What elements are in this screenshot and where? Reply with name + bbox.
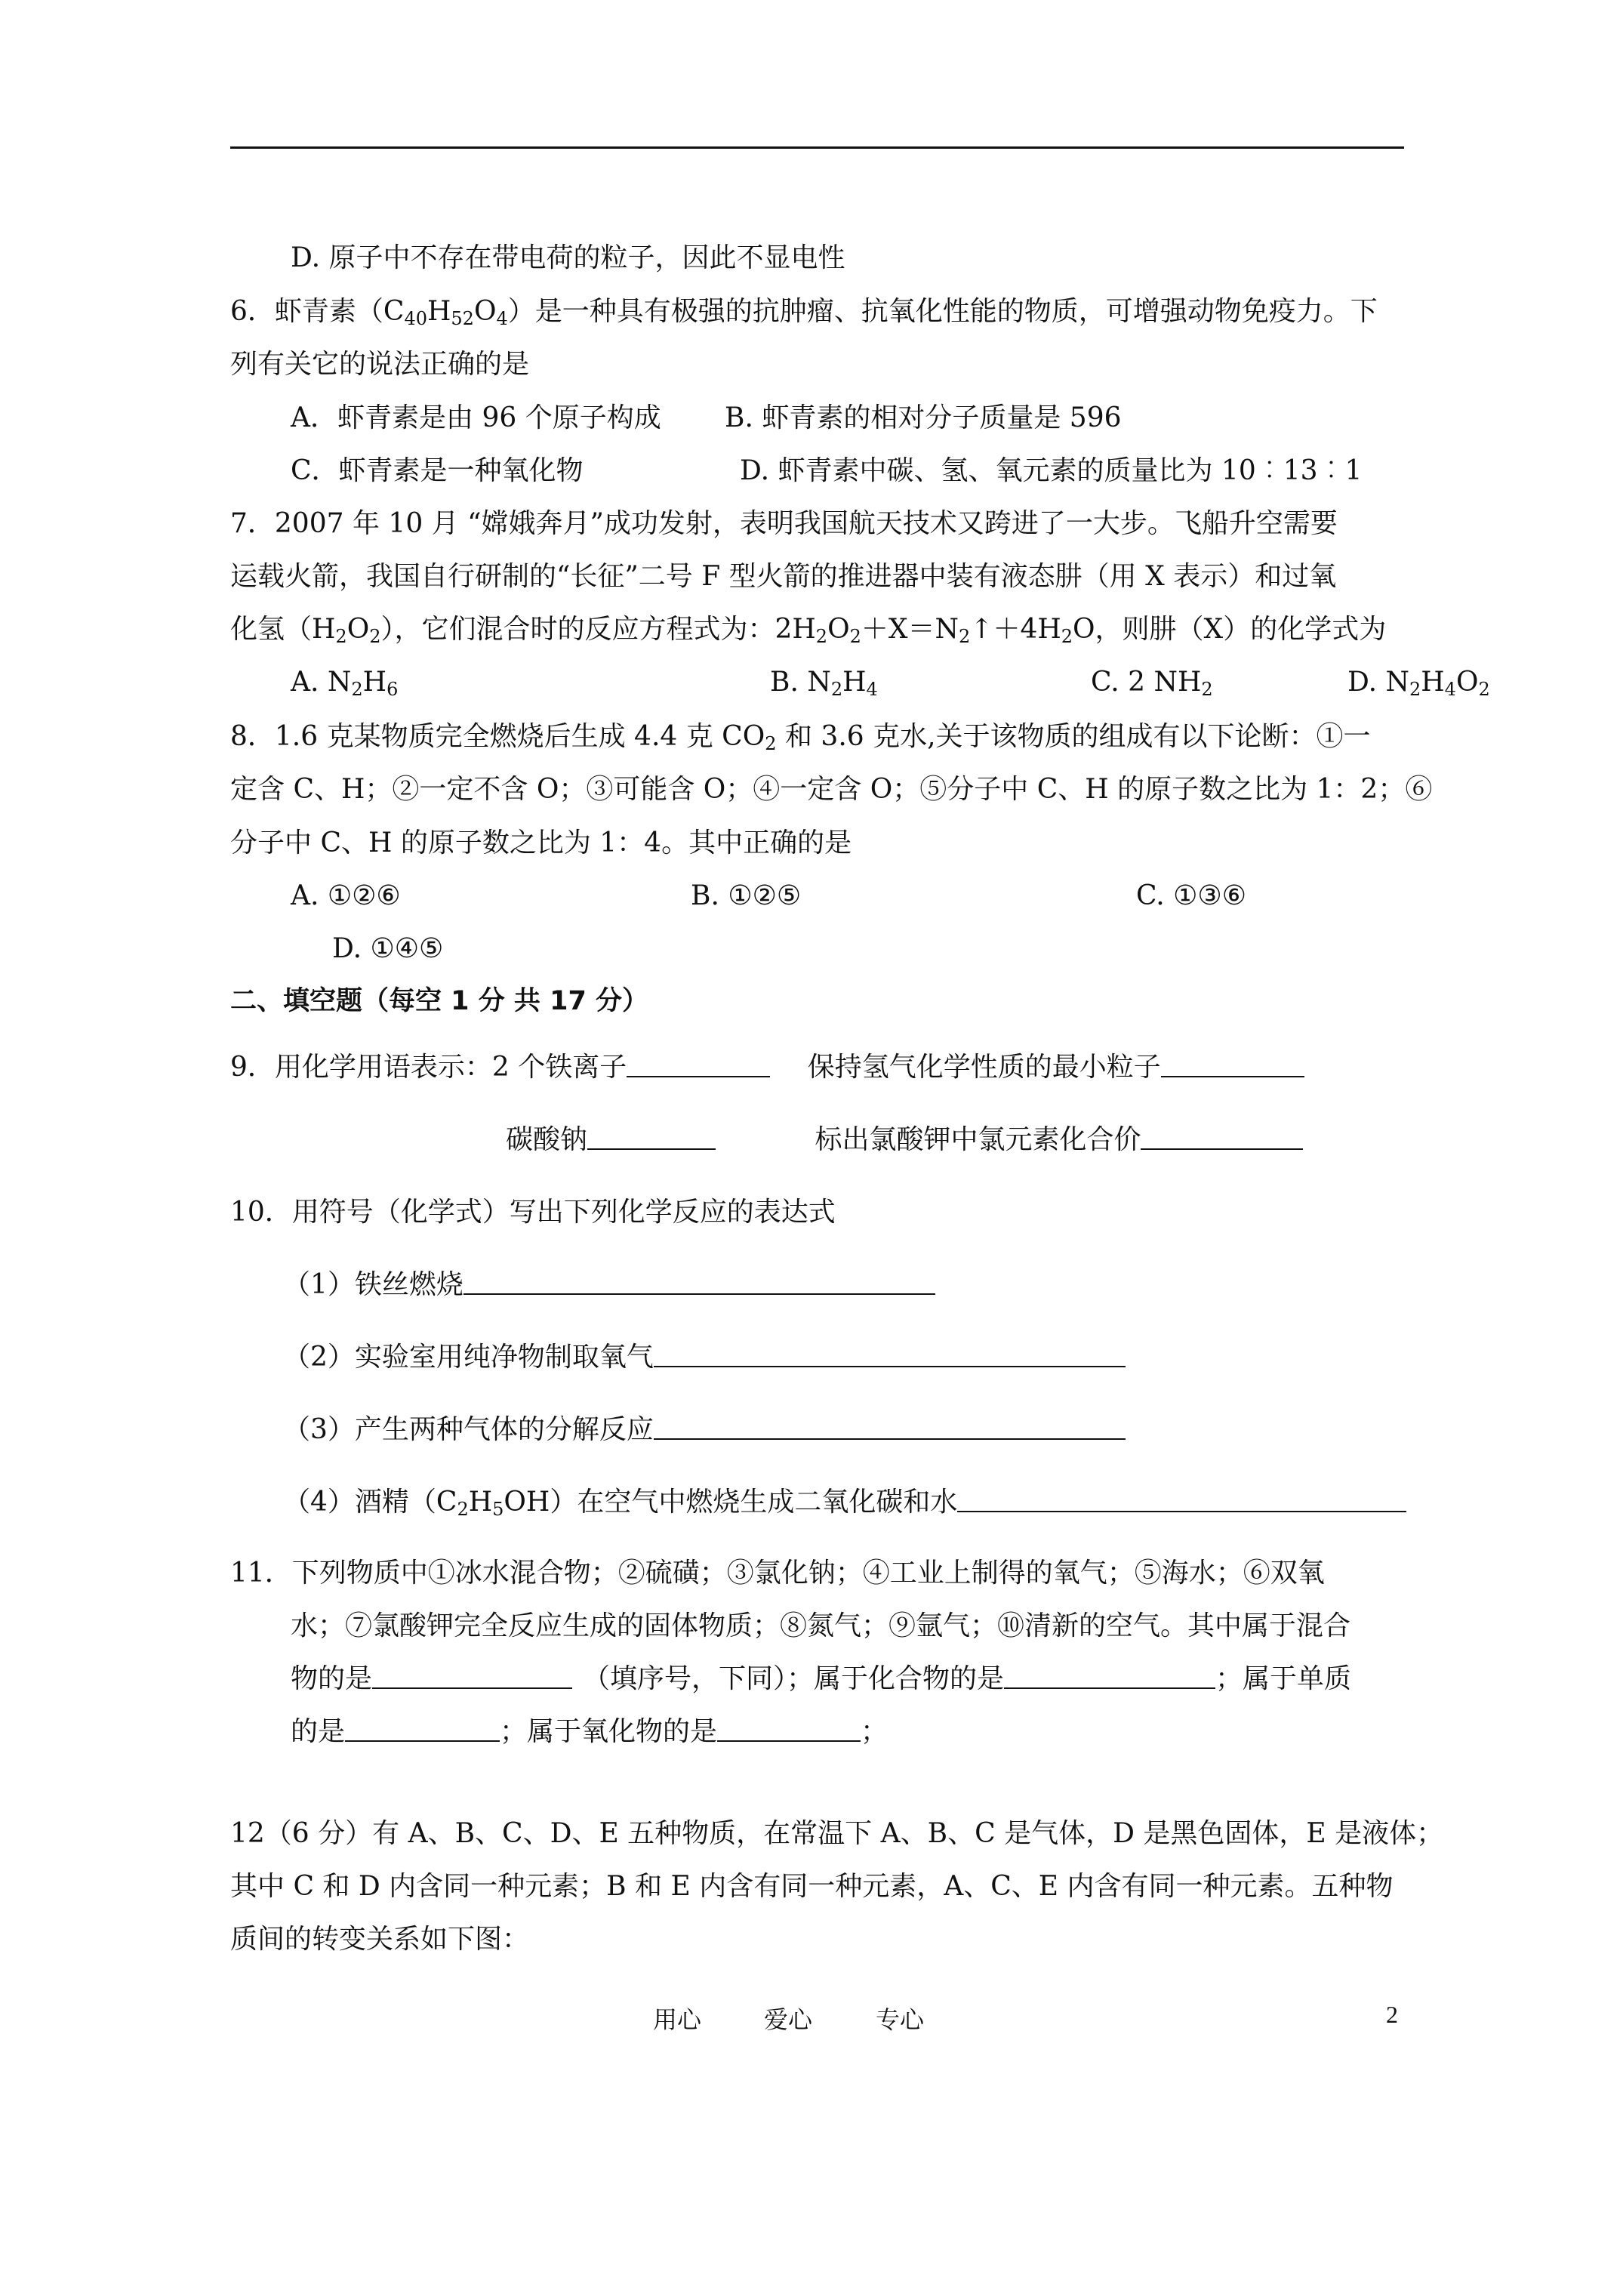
q10-text: H [468, 1487, 493, 1518]
q7-text: ＋X＝N [861, 614, 959, 645]
q9-line2 [506, 1122, 1303, 1158]
q10-stem: 10．用符号（化学式）写出下列化学反应的表达式 [230, 1197, 836, 1228]
q8-option-c: C. ①③⑥ [1136, 880, 1246, 911]
q7-sub: 2 [1478, 679, 1490, 700]
q7-sub: 2 [849, 626, 861, 647]
q12-line2: 其中 C 和 D 内含同一种元素；B 和 E 内含有同一种元素，A、C、E 内含有同一种元素。五种物 [230, 1871, 1394, 1902]
q7-sub: 2 [335, 626, 347, 647]
q7-line2: 运载火箭，我国自行研制的“长征”二号 F 型火箭的推进器中装有液态肼（用 X 表示）和过氧 [230, 561, 1337, 592]
q5-option-d: D. 原子中不存在带电荷的粒子，因此不显电性 [291, 242, 845, 273]
q6-option-c: C．虾青素是一种氧化物 [291, 455, 584, 486]
q6-option-a: A．虾青素是由 96 个原子构成 [291, 402, 661, 433]
q7-option-a [291, 664, 398, 701]
q7-text: O，则肼（X）的化学式为 [1073, 614, 1387, 645]
q7-text: 化氢（H [230, 614, 336, 645]
q11-text: 物的是 [291, 1663, 373, 1694]
answer-blank[interactable] [463, 1271, 935, 1295]
q6-text: ）是一种具有极强的抗肿瘤、抗氧化性能的物质，可增强动物免疫力。下 [507, 296, 1378, 327]
q7-sub: 6 [387, 679, 399, 700]
q7-option-c [1091, 664, 1213, 701]
header-rule [230, 146, 1404, 149]
q7-text: ↑＋4H [970, 614, 1061, 645]
q7-sub: 2 [1061, 626, 1073, 647]
q6-sub: 52 [451, 308, 474, 329]
answer-blank[interactable] [654, 1416, 1126, 1440]
q10-sub: 5 [492, 1499, 504, 1520]
q10-text: （1）铁丝燃烧 [283, 1269, 463, 1300]
q7-sub: 4 [866, 679, 878, 700]
q7-sub: 2 [815, 626, 828, 647]
q10-text: （3）产生两种气体的分解反应 [283, 1414, 654, 1445]
q7-sub: 2 [1409, 679, 1421, 700]
answer-blank[interactable] [1161, 1053, 1304, 1077]
q10-part2 [283, 1339, 1126, 1376]
q7-option-b [770, 664, 878, 701]
answer-blank[interactable] [345, 1718, 500, 1742]
q10-text: OH）在空气中燃烧生成二氧化碳和水 [504, 1487, 958, 1518]
q10-part4 [283, 1484, 1406, 1521]
q12-line1: 12（6 分）有 A、B、C、D、E 五种物质，在常温下 A、B、C 是气体，D 是黑色固体，E 是液体； [230, 1818, 1444, 1849]
q8-line1 [230, 719, 1371, 755]
q7-opt-text: B. N [770, 667, 831, 698]
q7-text: ），它们混合时的反应方程式为：2H [380, 614, 816, 645]
q6-option-d: D. 虾青素中碳、氢、氧元素的质量比为 10︰13︰1 [740, 455, 1363, 486]
q9-text: 标出氯酸钾中氯元素化合价 [815, 1124, 1141, 1155]
q7-option-d [1347, 664, 1490, 701]
q6-stem-line2: 列有关它的说法正确的是 [230, 349, 530, 380]
q8-option-b: B. ①②⑤ [691, 880, 802, 911]
q8-sub: 2 [765, 733, 777, 754]
q7-sub: 2 [1201, 679, 1213, 700]
q7-sub: 2 [959, 626, 971, 647]
q8-line3: 分子中 C、H 的原子数之比为 1：4。其中正确的是 [230, 827, 852, 858]
q7-opt-text: H [1421, 667, 1445, 698]
q8-text: 8．1.6 克某物质完全燃烧后生成 4.4 克 CO [230, 721, 765, 752]
q10-text: （4）酒精（C [283, 1487, 457, 1518]
q10-part1 [283, 1267, 935, 1303]
footer-word-1: 用心 [653, 2005, 702, 2034]
q7-opt-text: H [362, 667, 387, 698]
q8-line2: 定含 C、H；②一定不含 O；③可能含 O；④一定含 O；⑤分子中 C、H 的原子数之比为 1：2；⑥ [230, 774, 1433, 805]
q6-sub: 40 [404, 308, 427, 329]
q7-sub: 2 [369, 626, 381, 647]
q8-text: 和 3.6 克水,关于该物质的组成有以下论断：①一 [776, 721, 1371, 752]
q10-sub: 2 [457, 1499, 469, 1520]
answer-blank[interactable] [1141, 1126, 1303, 1150]
q10-part3 [283, 1412, 1126, 1448]
answer-blank[interactable] [1004, 1665, 1215, 1689]
q6-text: H [427, 296, 451, 327]
q7-opt-text: H [842, 667, 867, 698]
q7-opt-text: A. N [291, 667, 352, 698]
answer-blank[interactable] [587, 1126, 716, 1150]
answer-blank[interactable] [654, 1343, 1126, 1367]
q7-sub: 2 [830, 679, 843, 700]
footer-word-2: 爱心 [764, 2005, 813, 2034]
q8-option-a: A. ①②⑥ [291, 880, 401, 911]
q7-sub: 2 [351, 679, 363, 700]
answer-blank[interactable] [372, 1665, 572, 1689]
answer-blank[interactable] [627, 1053, 770, 1077]
q6-sub: 4 [496, 308, 508, 329]
q9-line1 [230, 1049, 1304, 1086]
q11-text: 的是 [291, 1716, 346, 1747]
q11-text: ；属于单质 [1215, 1663, 1352, 1694]
q11-line2: 水；⑦氯酸钾完全反应生成的固体物质；⑧氮气；⑨氩气；⑩清新的空气。其中属于混合 [291, 1610, 1351, 1641]
q11-text: ； [861, 1716, 888, 1747]
footer-word-3: 专心 [876, 2005, 925, 2034]
q7-sub: 4 [1444, 679, 1456, 700]
answer-blank[interactable] [957, 1488, 1406, 1512]
q9-text: 碳酸钠 [506, 1124, 588, 1155]
q11-text: （填序号，下同）；属于化合物的是 [583, 1663, 1005, 1694]
q9-text: 保持氢气化学性质的最小粒子 [807, 1052, 1161, 1083]
q7-opt-text: O [1455, 667, 1479, 698]
page-number: 2 [1386, 2001, 1398, 2028]
q7-opt-text: C. 2 NH [1091, 667, 1202, 698]
q6-text: O [473, 296, 497, 327]
q7-text: O [346, 614, 370, 645]
q8-option-d: D. ①④⑤ [332, 933, 444, 964]
q7-text: O [827, 614, 850, 645]
q10-text: （2）实验室用纯净物制取氧气 [283, 1342, 654, 1373]
section-heading: 二、填空题（每空 1 分 共 17 分） [230, 986, 648, 1016]
answer-blank[interactable] [717, 1718, 861, 1742]
q6-stem-text: 6．虾青素（C [230, 296, 405, 327]
q6-option-b: B. 虾青素的相对分子质量是 596 [725, 402, 1122, 433]
q11-text: ；属于氧化物的是 [500, 1716, 718, 1747]
q7-line1: 7．2007 年 10 月 “嫦娥奔月”成功发射，表明我国航天技术又跨进了一大步。飞船升空需要 [230, 508, 1338, 539]
q12-line3: 质间的转变关系如下图： [230, 1924, 530, 1955]
q6-stem [230, 294, 1378, 330]
q7-line3 [230, 612, 1386, 648]
q11-line3 [291, 1661, 1351, 1697]
q7-opt-text: D. N [1347, 667, 1409, 698]
q9-text: 9．用化学用语表示：2 个铁离子 [230, 1052, 627, 1083]
q11-line1: 11．下列物质中①冰水混合物；②硫磺；③氯化钠；④工业上制得的氧气；⑤海水；⑥双氧 [230, 1558, 1325, 1589]
q11-line4 [291, 1714, 888, 1750]
